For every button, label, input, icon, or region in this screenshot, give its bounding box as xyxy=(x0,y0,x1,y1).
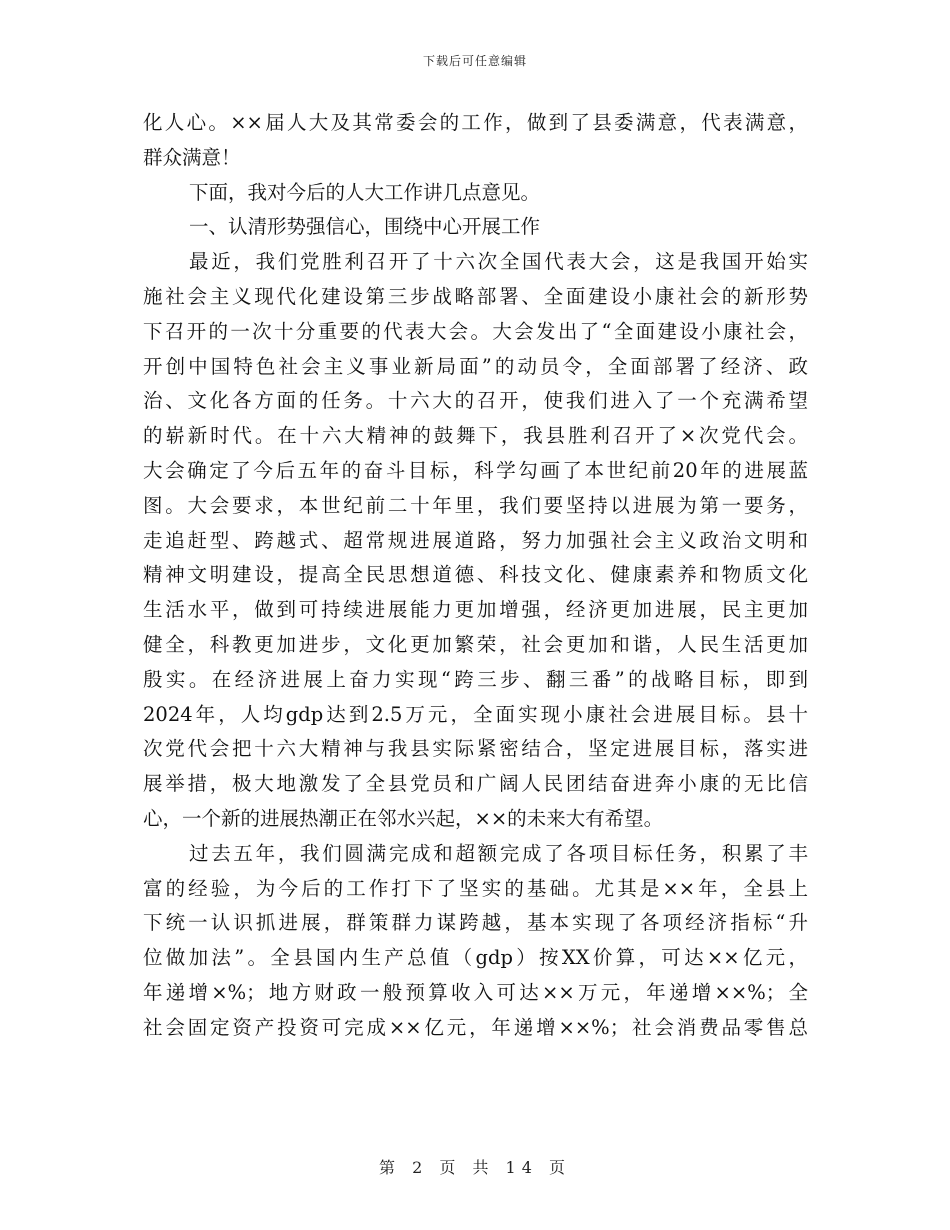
text-line: 施社会主义现代化建设第三步战略部署、全面建设小康社会的新形势 xyxy=(143,284,808,308)
text-line: 大会确定了今后五年的奋斗目标，科学勾画了本世纪前20年的进展蓝 xyxy=(143,458,808,482)
text-line: 心，一个新的进展热潮正在邻水兴起，××的未来大有希望。 xyxy=(143,806,664,830)
text-line: 过去五年，我们圆满完成和超额完成了各项目标任务，积累了丰 xyxy=(189,841,808,865)
text-line: 下面，我对今后的人大工作讲几点意见。 xyxy=(189,180,541,204)
text-line: 最近，我们党胜利召开了十六次全国代表大会，这是我国开始实 xyxy=(189,250,808,274)
text-line: 一、认清形势强信心，围绕中心开展工作 xyxy=(189,215,541,239)
text-line: 精神文明建设，提高全民思想道德、科技文化、健康素养和物质文化 xyxy=(143,563,808,587)
text-line: 殷实。在经济进展上奋力实现“跨三步、翻三番”的战略目标，即到 xyxy=(143,667,808,691)
text-line: 化人心。××届人大及其常委会的工作，做到了县委满意，代表满意， xyxy=(143,111,808,134)
text-line: 群众满意！ xyxy=(143,145,241,169)
text-line: 生活水平，做到可持续进展能力更加增强，经济更加进展，民主更加 xyxy=(143,598,808,622)
text-line: 图。大会要求，本世纪前二十年里，我们要坚持以进展为第一要务， xyxy=(143,493,808,517)
document-body xyxy=(143,106,808,1046)
text-line: 富的经验，为今后的工作打下了坚实的基础。尤其是××年，全县上 xyxy=(143,876,808,900)
text-line: 下统一认识抓进展，群策群力谋跨越，基本实现了各项经济指标“升 xyxy=(143,911,808,935)
text-line: 的崭新时代。在十六大精神的鼓舞下，我县胜利召开了×次党代会。 xyxy=(143,424,808,448)
text-line: 下召开的一次十分重要的代表大会。大会发出了“全面建设小康社会， xyxy=(143,319,808,343)
text-line: 治、文化各方面的任务。十六大的召开，使我们进入了一个充满希望 xyxy=(143,389,808,413)
page-footer: 第 2 页 共 14 页 xyxy=(379,1158,571,1177)
text-line: 位做加法”。全县国内生产总值（gdp）按XX价算，可达××亿元， xyxy=(143,946,808,970)
text-line: 走追赶型、跨越式、超常规进展道路，努力加强社会主义政治文明和 xyxy=(143,528,808,552)
text-line: 2024年，人均gdp达到2.5万元，全面实现小康社会进展目标。县十 xyxy=(143,702,808,726)
text-line: 健全，科教更加进步，文化更加繁荣，社会更加和谐，人民生活更加 xyxy=(143,632,808,656)
text-line: 开创中国特色社会主义事业新局面”的动员令，全面部署了经济、政 xyxy=(143,354,808,378)
page-header: 下载后可任意编辑 xyxy=(422,54,527,68)
text-line: 社会固定资产投资可完成××亿元，年递增××%；社会消费品零售总 xyxy=(143,1015,808,1039)
text-line: 年递增×%；地方财政一般预算收入可达××万元，年递增××%；全 xyxy=(143,980,808,1004)
text-line: 展举措，极大地激发了全县党员和广阔人民团结奋进奔小康的无比信 xyxy=(143,772,808,796)
text-line: 次党代会把十六大精神与我县实际紧密结合，坚定进展目标，落实进 xyxy=(143,737,808,761)
